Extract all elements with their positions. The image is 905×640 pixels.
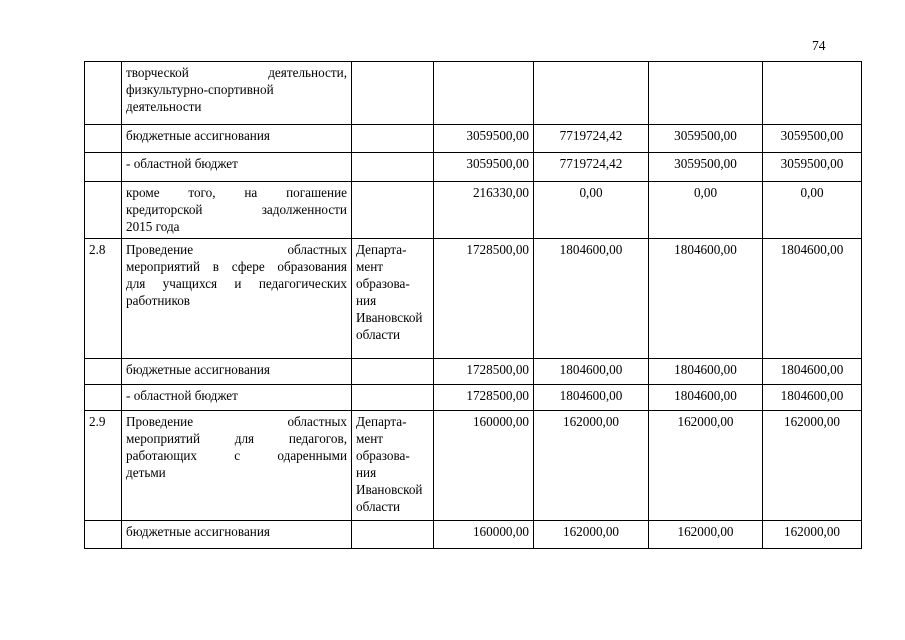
amount-cell (434, 239, 534, 359)
department-line: Департа- (356, 414, 407, 429)
description-line: деятельности (126, 99, 202, 114)
amount-cell (763, 182, 862, 239)
department-line: области (356, 327, 401, 342)
row-department (352, 239, 434, 359)
amount-value: 160000,00 (472, 414, 529, 429)
row-index (85, 385, 122, 411)
amount-value: 216330,00 (472, 185, 529, 200)
description-line: творческой деятельности, (126, 65, 347, 80)
amount-cell (534, 62, 649, 125)
description-line: бюджетные ассигнования (126, 362, 270, 377)
amount-value: 3059500,00 (466, 128, 529, 143)
amount-value: 7719724,42 (559, 156, 623, 171)
department-line: ния (356, 465, 377, 480)
amount-cell (649, 521, 763, 549)
amount-cell (534, 125, 649, 153)
row-description (122, 359, 352, 385)
table-row (85, 411, 862, 521)
amount-cell (434, 359, 534, 385)
description-line: - областной бюджет (126, 388, 238, 403)
amount-value: 1804600,00 (559, 362, 623, 377)
department-line: ния (356, 293, 377, 308)
amount-value: 3059500,00 (466, 156, 529, 171)
table-row (85, 62, 862, 125)
row-index (85, 521, 122, 549)
row-description (122, 62, 352, 125)
amount-cell (434, 182, 534, 239)
amount-value: 162000,00 (562, 414, 620, 429)
amount-value: 162000,00 (562, 524, 620, 539)
row-department (352, 521, 434, 549)
description-line: работников (126, 293, 191, 308)
description-line: Проведение областных (126, 242, 347, 257)
table-row (85, 239, 862, 359)
row-index (85, 125, 122, 153)
amount-value: 1728500,00 (466, 362, 529, 377)
amount-value: 1804600,00 (780, 388, 844, 403)
department-line: мент (356, 431, 384, 446)
row-description (122, 385, 352, 411)
amount-cell (649, 385, 763, 411)
amount-value: 162000,00 (783, 414, 841, 429)
amount-value: 3059500,00 (780, 156, 844, 171)
amount-cell (649, 239, 763, 359)
department-line: образова- (356, 448, 410, 463)
description-line: бюджетные ассигнования (126, 128, 270, 143)
row-department (352, 62, 434, 125)
amount-cell (534, 411, 649, 521)
row-department (352, 182, 434, 239)
amount-value: 162000,00 (677, 414, 734, 429)
description-line: 2015 года (126, 219, 180, 234)
amount-value: 1728500,00 (466, 388, 529, 403)
department-line: области (356, 499, 401, 514)
amount-cell (649, 153, 763, 182)
amount-value: 1804600,00 (780, 242, 844, 257)
amount-cell (534, 385, 649, 411)
amount-value: 1728500,00 (466, 242, 529, 257)
amount-cell (649, 62, 763, 125)
amount-cell (649, 359, 763, 385)
table-row (85, 521, 862, 549)
row-department (352, 411, 434, 521)
row-index: 2.9 (85, 411, 122, 521)
amount-value: 162000,00 (783, 524, 841, 539)
amount-cell (434, 385, 534, 411)
amount-value: 160000,00 (472, 524, 529, 539)
amount-cell (434, 125, 534, 153)
row-index (85, 62, 122, 125)
amount-cell (763, 521, 862, 549)
row-index: 2.8 (85, 239, 122, 359)
amount-value: 3059500,00 (674, 156, 737, 171)
row-description (122, 182, 352, 239)
table-row (85, 359, 862, 385)
amount-value: 1804600,00 (559, 242, 623, 257)
amount-value: 1804600,00 (674, 388, 737, 403)
description-line: мероприятий в сфере образования (126, 259, 347, 274)
amount-value: 3059500,00 (674, 128, 737, 143)
description-line: кредиторской задолженности (126, 202, 347, 217)
row-description (122, 239, 352, 359)
description-line: для учащихся и педагогических (126, 276, 347, 291)
row-index (85, 359, 122, 385)
amount-cell (534, 182, 649, 239)
row-department (352, 153, 434, 182)
amount-value: 3059500,00 (780, 128, 844, 143)
amount-cell (434, 411, 534, 521)
amount-cell (534, 521, 649, 549)
description-line: - областной бюджет (126, 156, 238, 171)
row-department (352, 359, 434, 385)
row-department (352, 125, 434, 153)
row-department (352, 385, 434, 411)
amount-value: 162000,00 (677, 524, 734, 539)
amount-cell (434, 521, 534, 549)
amount-cell (649, 182, 763, 239)
budget-table (84, 61, 862, 549)
amount-value: 0,00 (693, 185, 718, 200)
amount-cell (649, 411, 763, 521)
amount-cell (534, 153, 649, 182)
description-line: мероприятий для педагогов, (126, 431, 347, 446)
amount-cell (763, 239, 862, 359)
amount-value: 1804600,00 (780, 362, 844, 377)
description-line: детьми (126, 465, 166, 480)
description-line: кроме того, на погашение (126, 185, 347, 200)
amount-cell (763, 411, 862, 521)
amount-cell (763, 385, 862, 411)
description-line: Проведение областных (126, 414, 347, 429)
department-line: Департа- (356, 242, 407, 257)
amount-value: 1804600,00 (674, 362, 737, 377)
table-row (85, 182, 862, 239)
department-line: Ивановской (356, 310, 423, 325)
amount-cell (763, 153, 862, 182)
amount-value: 0,00 (800, 185, 824, 200)
amount-cell (763, 62, 862, 125)
page-number: 74 (812, 38, 826, 53)
amount-cell (534, 239, 649, 359)
amount-value: 1804600,00 (674, 242, 737, 257)
amount-cell (763, 359, 862, 385)
table-row (85, 153, 862, 182)
department-line: мент (356, 259, 384, 274)
row-description (122, 521, 352, 549)
amount-value: 1804600,00 (559, 388, 623, 403)
row-index (85, 182, 122, 239)
department-line: Ивановской (356, 482, 423, 497)
row-index (85, 153, 122, 182)
amount-cell (434, 153, 534, 182)
description-line: работающих с одаренными (126, 448, 347, 463)
department-line: образова- (356, 276, 410, 291)
table-row (85, 125, 862, 153)
table-row (85, 385, 862, 411)
amount-cell (534, 359, 649, 385)
amount-cell (434, 62, 534, 125)
row-description (122, 125, 352, 153)
description-line: физкультурно-спортивной (126, 82, 274, 97)
row-description (122, 153, 352, 182)
amount-cell (649, 125, 763, 153)
amount-value: 7719724,42 (559, 128, 623, 143)
amount-cell (763, 125, 862, 153)
row-description (122, 411, 352, 521)
amount-value: 0,00 (579, 185, 603, 200)
description-line: бюджетные ассигнования (126, 524, 270, 539)
